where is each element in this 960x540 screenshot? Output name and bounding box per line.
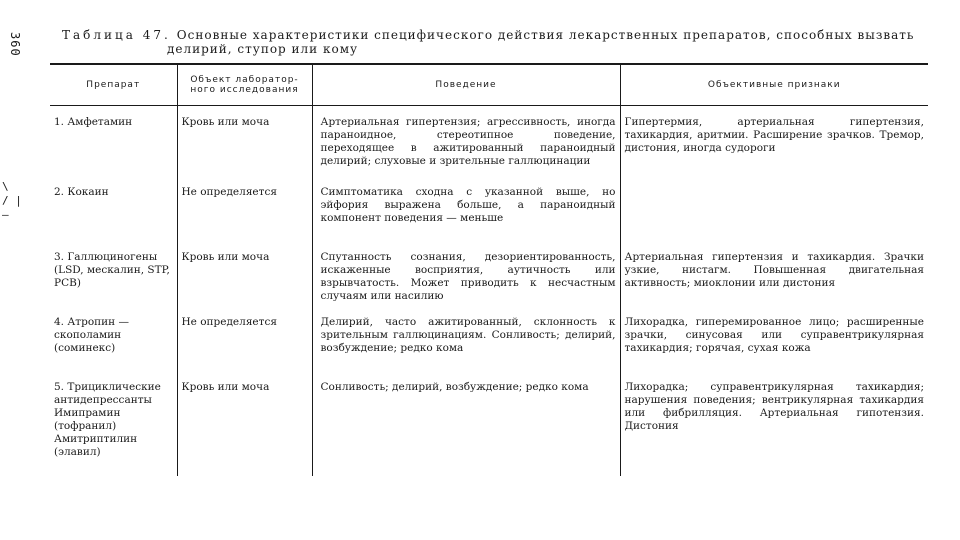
cell-behavior: Артериальная гипертензия; агрессивность, иногда параноидное, стереотипное поведение, переходящее в ажитированный параноидный делирий; слуховые и зрительные галлюцинации: [312, 106, 620, 182]
cell-lab-object: Кровь или моча: [177, 246, 312, 311]
cell-drug: 1. Амфетамин: [54, 116, 133, 128]
caption-line-1: Основные характеристики специфического действия лекарственных препаратов, способных вызвать: [176, 28, 915, 42]
header-drug: Препарат: [50, 64, 177, 106]
cell-signs: [620, 181, 928, 246]
cell-behavior: Делирий, часто ажитированный, склонность к зрительным галлюцинациям. Сонливость; делирий, возбуждение; редко кома: [312, 311, 620, 376]
cell-signs: Лихорадка; суправентрикулярная тахикардия; нарушения поведения; вентрикулярная тахикардия или фибрилляция. Артериальная гипотензия. Дистония: [620, 376, 928, 476]
cell-drug: 4. Атропин — скополамин (соминекс): [54, 316, 129, 354]
cell-lab-object: Не определяется: [177, 311, 312, 376]
table-row: [50, 376, 928, 476]
caption-line-2: делирий, ступор или кому: [167, 42, 359, 56]
cell-lab-object: Кровь или моча: [177, 106, 312, 182]
table-caption: [62, 28, 942, 56]
table-row: [50, 181, 928, 246]
table-row: [50, 106, 928, 182]
header-signs: Объективные признаки: [620, 64, 928, 106]
cell-drug: 3. Галлюциногены (LSD, мескалин, STP, PCB): [54, 251, 170, 289]
table-row: [50, 311, 928, 376]
drug-table: [50, 63, 928, 476]
cell-drug: 5. Трициклические антидепрессанты Имипрамин (тофранил) Амитриптилин (элавил): [54, 381, 161, 458]
cell-lab-object: Кровь или моча: [177, 376, 312, 476]
table-header-row: [50, 64, 928, 106]
page-number: 360: [8, 32, 22, 57]
cell-signs: Артериальная гипертензия и тахикардия. Зрачки узкие, нистагм. Повышенная двигательная активность; миоклонии или дистония: [620, 246, 928, 311]
cell-drug: 2. Кокаин: [54, 186, 109, 198]
cell-signs: Гипертермия, артериальная гипертензия, тахикардия, аритмии. Расширение зрачков. Тремор, дистония, иногда судороги: [620, 106, 928, 182]
cell-behavior: Спутанность сознания, дезориентированность, искаженные восприятия, аутичность или взрывчатость. Может приводить к несчастным случаям или насилию: [312, 246, 620, 311]
cell-behavior: Сонливость; делирий, возбуждение; редко кома: [312, 376, 620, 476]
header-behavior: Поведение: [312, 64, 620, 106]
cell-signs: Лихорадка, гиперемированное лицо; расширенные зрачки, синусовая или суправентрикулярная тахикардия; горячая, сухая кожа: [620, 311, 928, 376]
margin-marks: \ / | —: [2, 180, 22, 221]
table-row: [50, 246, 928, 311]
cell-behavior: Симптоматика сходна с указанной выше, но эйфория выражена больше, а параноидный компонент поведения — меньше: [312, 181, 620, 246]
caption-label: Таблица 47.: [62, 28, 171, 42]
header-lab-object: Объект лаборатор-ного исследования: [177, 64, 312, 106]
cell-lab-object: Не определяется: [177, 181, 312, 246]
